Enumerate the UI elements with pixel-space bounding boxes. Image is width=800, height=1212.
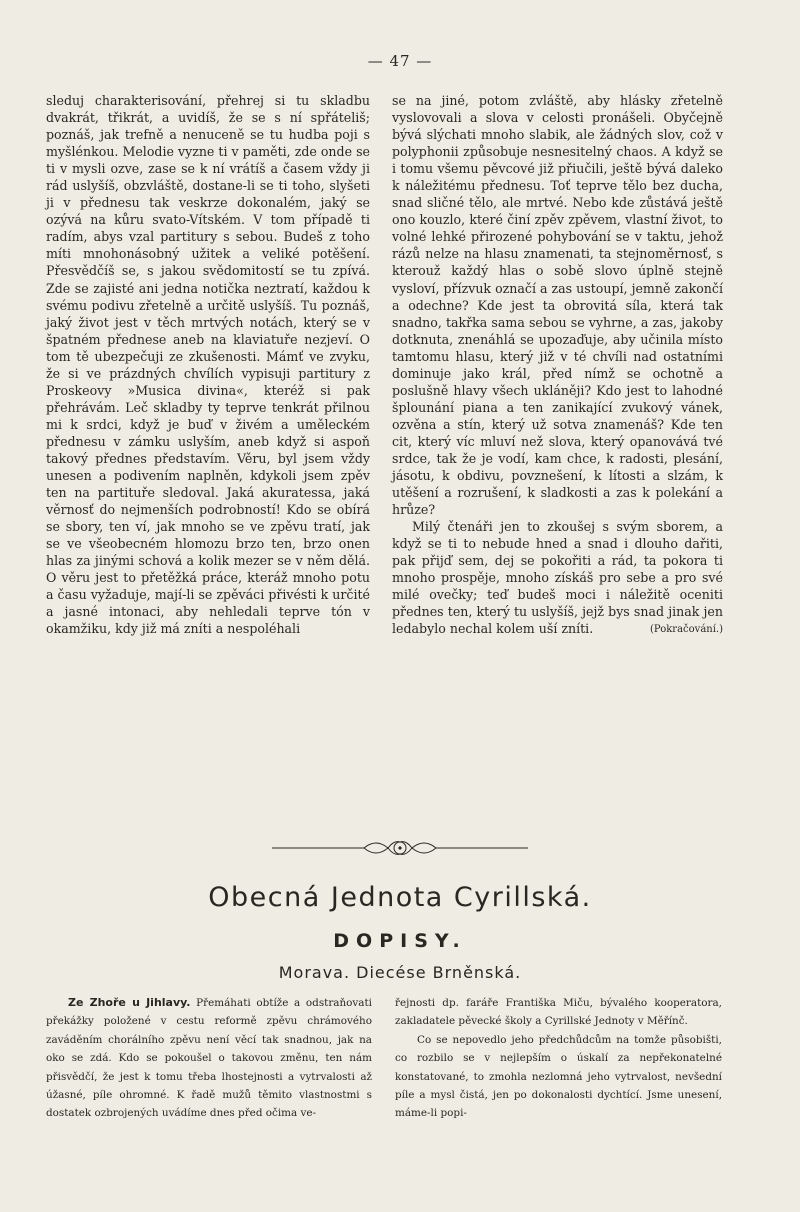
article-left-column (46, 92, 370, 638)
report-location: Ze Zhoře u Jihlavy. (68, 996, 191, 1009)
ornamental-divider-icon (272, 836, 528, 860)
article-paragraph: sleduj charakterisování, přehrej si tu skladbu dvakrát, třikrát, a uvidíš, že se s ní spřáteliš; poznáš, jak trefně a nenuceně se tu hudba poji s myšlénkou. Melodie vyzne ti v paměti, zde onde se ti v mysli ozve, zase se k ní vrátíš a časem vždy ji rád uslyšíš, obzvláště, dostane-li se ti toho, slyšeti ji v přednesu tak veskrze dokonalém, jaký se ozývá na kůru svato-Vítském. V tom případě ti radím, abys vzal partitury s sebou. Budeš z toho míti mnohonásobný užitek a veliké potěšení. Přesvědčíš se, s jakou svědomitostí se tu zpívá. Zde se zajisté ani jedna notička neztratí, každou k svému podivu zřetelně a určitě uslyšíš. Tu poznáš, jaký život jest v těch mrtvých notách, který se v špatném přednese aneb na klaviatuře nezjeví. O tom tě ubezpečuji ze zkušenosti. Mámť ve zvyku, že si ve prázdných chvílích vypisuji partitury z Proskeovy »Musica divina«, kteréž si pak přehrávám. Leč skladby ty teprve tenkrát přilnou mi k srdci, když je buď v živém a uměleckém přednesu v zámku uslyším, aneb když si aspoň takový přednes představím. Věru, byl jsem vždy unesen a podivením naplněn, kdykoli jsem zpěv ten na partituře sledoval. Jaká akuratessa, jaká věrnosť do nejmenších podrobností! Kdo se obírá se sbory, ten ví, jak mnoho se ve zpěvu tratí, jak se ve všeobecném hlomozu brzo ten, brzo onen hlas za jinými schová a kolik mezer se v něm dělá. O věru jest to přetěžká práce, kteráž mnoho potu a času vyžaduje, mají-li se zpěváci přivésti k určité a jasné intonaci, aby nehledali teprve tón v okamžiku, kdy již má zníti a nespoléhali (46, 93, 370, 637)
report-right-column (395, 994, 722, 1123)
report-left-column (46, 994, 372, 1123)
article-paragraph (392, 518, 723, 637)
report-paragraph (46, 994, 372, 1123)
page-number: — 47 — (367, 52, 433, 70)
report-text: Přemáhati obtíže a odstraňovati překážky položené v cestu reformě zpěvu chrámového zaváděním chorálního zpěvu není věcí tak snadnou, jak na oko se zdá. Kdo se pokoušel o takovou změnu, ten nám přisvědčí, že jest k tomu třeba lhostejnosti a vytrvalosti až úžasné, píle ohromné. K řadě mužů těmito vlastnostmi s dostatek ozbrojených uvádíme dnes před očima ve- (46, 997, 372, 1120)
report-paragraph: Co se nepovedlo jeho předchůdcům na tomže působišti, co rozbilo se v nejlepším o úskalí za nepřekonatelné konstatované, to zmohla nezlomná jeho vytrvalost, nevšední píle a mysl čistá, jen po dokonalosti dychtící. Jsme unesení, máme-li popi- (395, 1033, 722, 1120)
region-heading: Morava. Diecése Brněnská. (278, 963, 522, 982)
society-title: Obecná Jednota Cyrillská. (208, 882, 592, 913)
report-paragraph: řejnosti dp. faráře Františka Miču, bývalého kooperatora, zakladatele pěvecké školy a Cyrillské Jednoty v Měřínč. (395, 997, 722, 1028)
section-title: DOPISY. (333, 930, 467, 952)
paragraph-text: Milý čtenáři jen to zkoušej s svým sborem, a když se ti to nebude hned a snad i dlouho dařiti, pak přijď sem, dej se pokořiti a rád, ta pokora ti mnoho prospěje, mnoho získáš pro sebe a pro své milé ovečky; teď budeš moci i náležitě oceniti přednes ten, který tu uslyšíš, jejž bys snad jinak jen ledabylo nechal kolem uší zníti. (392, 519, 723, 637)
article-right-column (392, 92, 723, 639)
continued-note: (Pokračování.) (650, 624, 723, 636)
article-paragraph: se na jiné, potom zvláště, aby hlásky zřetelně vyslovovali a slova v celosti pronášeli. Obyčejně bývá slýchati mnoho slabik, ale žádných slov, což v polyphonii způsobuje nesnesitelný chaos. A když se i tomu všemu pěvcové již přiučili, ještě bývá daleko k náležitému přednesu. Toť teprve tělo bez ducha, snad sličné tělo, ale mrtvé. Nebo kde zůstává ještě ono kouzlo, které činí zpěv zpěvem, vlastní život, to volné lehké přirozené pohybování se v taktu, jehož rázů nelze na hlasu znamenati, ta stejnoměrnosť, s kterouž každý hlas o sobě slovo úplně stejně vysloví, přízvuk označí a zas ustoupí, jemně zakončí a odechne? Kde jest ta obrovitá síla, která tak snadno, takřka sama sebou se vyhrne, a zas, jakoby dotknuta, znenáhlá se upozaďuje, aby učinila místo tamtomu hlasu, který již v té chvíli nad ostatními dominuje jako král, před nímž se ochotně a poslušně hlavy všech ukláněji? Kdo jest to lahodné šplounání piana a ten zanikající zvukový vánek, ozvěna a stín, který už sotva znamenáš? Kde ten cit, který víc mluví než slova, který opanovává tvé srdce, tak že je vodí, kam chce, k radosti, plesání, jásotu, k obdivu, povznešení, k lítosti a slzám, k utěšení a rozrušení, k sladkosti a zas k polekání a hrůze? (392, 93, 723, 518)
